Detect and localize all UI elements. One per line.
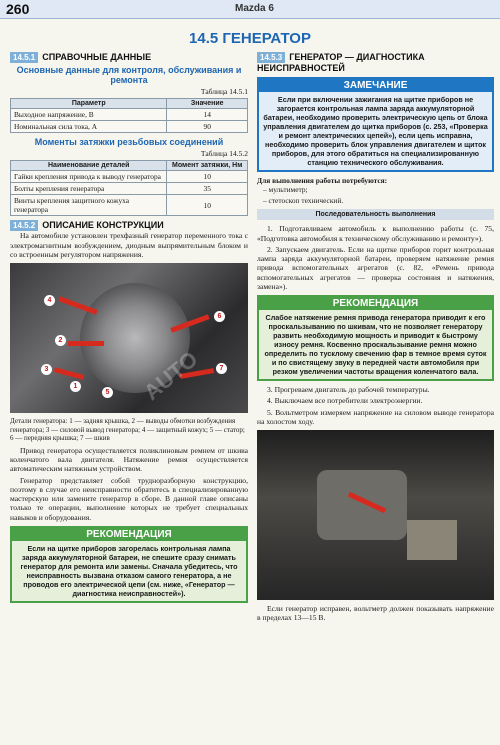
callout-arrow	[68, 341, 104, 346]
table-row	[11, 121, 248, 133]
table-cell: 10	[167, 195, 248, 216]
page-header	[0, 0, 500, 19]
figure-caption: Детали генератора: 1 — задняя крышка, 2 — выводы обмотки возбуждения генератора; 3 — силовой вывод генератора; 4 — защитный кожух; 5 — статор; 6 — передняя крышка; 7 — шкив	[10, 417, 245, 443]
subheading: Основные данные для контроля, обслуживания и ремонта	[16, 65, 242, 85]
callout-5-icon: 5	[102, 387, 113, 398]
note-title: ЗАМЕЧАНИЕ	[259, 79, 492, 92]
section-heading-3	[257, 52, 494, 73]
table-row	[11, 109, 248, 121]
section-heading-1	[10, 52, 248, 63]
callout-3-icon: 3	[41, 364, 52, 375]
requirement-item: – стетоскоп технический.	[263, 196, 344, 206]
table-row	[11, 171, 248, 183]
callout-6-icon: 6	[214, 311, 225, 322]
table-header: Момент затяжки, Нм	[167, 161, 248, 171]
recommendation-box	[257, 295, 494, 381]
section-number: 14.5.3	[257, 52, 285, 63]
table-caption: Таблица 14.5.2	[200, 149, 248, 159]
section-title: ОПИСАНИЕ КОНСТРУКЦИИ	[42, 220, 164, 231]
section-title: СПРАВОЧНЫЕ ДАННЫЕ	[42, 52, 152, 62]
subheading: Моменты затяжки резьбовых соединений	[34, 137, 224, 148]
callout-arrow	[54, 367, 84, 380]
conclusion: Если генератор исправен, вольтметр должен показывать напряжение в пределах 13—15 В.	[257, 604, 494, 623]
section-number: 14.5.1	[10, 52, 38, 63]
right-column	[257, 52, 494, 625]
callout-2-icon: 2	[55, 335, 66, 346]
table-cell: 14	[167, 109, 248, 121]
note-box	[257, 77, 494, 172]
step: 1. Подготавливаем автомобиль к выполнению работы (с. 75, «Подготовка автомобиля к техническому обслуживанию и ремонту»).	[257, 224, 494, 243]
table-header: Параметр	[11, 99, 167, 109]
watermark-logo: AUTO	[138, 346, 203, 406]
section-number: 14.5.2	[10, 220, 38, 231]
chapter-title: 14.5 ГЕНЕРАТОР	[189, 30, 311, 47]
recommendation-text: Если на щитке приборов загорелась контрольная лампа заряда аккумуляторной батареи, не спешите сразу снимать генератор для ремонта или замены. Сначала убедитесь, что неисправность вызвана отказом самого генератора, а не проводов его электрической цепи (см. ниже, «Генератор — диагностика неисправностей»).	[20, 543, 238, 598]
generator-photo	[10, 263, 248, 413]
table-row	[11, 195, 248, 216]
step: 3. Прогреваем двигатель до рабочей температуры.	[267, 385, 430, 395]
table-cell: Болты крепления генератора	[11, 183, 167, 195]
callout-4-icon: 4	[44, 295, 55, 306]
engine-bay-photo	[257, 430, 494, 600]
requirement-item: – мультиметр;	[263, 185, 308, 195]
table-caption: Таблица 14.5.1	[200, 87, 248, 96]
data-table-1	[10, 98, 248, 133]
page-number: 260	[6, 1, 30, 17]
section-heading-2	[10, 220, 248, 231]
paragraph: На автомобиле установлен трехфазный генератор переменного тока с электромагнитным возбуждением, диодным выпрямительным блоком и со встроенным регулятором напряжения.	[10, 231, 248, 259]
recommendation-title: РЕКОМЕНДАЦИЯ	[12, 528, 246, 541]
step: 5. Вольтметром измеряем напряжение на силовом выводе генератора на холостом ходу.	[257, 407, 494, 426]
recommendation-title: РЕКОМЕНДАЦИЯ	[259, 297, 492, 310]
table-row	[11, 183, 248, 195]
section-title: ГЕНЕРАТОР — ДИАГНОСТИКА НЕИСПРАВНОСТЕЙ	[257, 52, 425, 73]
step: 2. Запускаем двигатель. Если на щитке приборов горит контрольная лампа заряда аккумуляторной батареи, проверяем натяжение ремня привода вспомогательных агрегатов (с. 82, «Ремень привода вспомогательных агрегатов — проверка состояния и натяжения, замена»).	[257, 244, 494, 291]
table-cell: 10	[167, 171, 248, 183]
table-header: Значение	[167, 99, 248, 109]
table-cell: 35	[167, 183, 248, 195]
left-column	[10, 52, 248, 607]
engine-part-image	[317, 470, 407, 540]
table-cell: Гайки крепления привода к выводу генератора	[11, 171, 167, 183]
callout-7-icon: 7	[216, 363, 227, 374]
note-text: Если при включении зажигания на щитке приборов не загорается контрольная лампа заряда аккумуляторной батареи, необходимо проверить электрическую цепь от блока управления двигателем до щитка приборов (с. 253, «Проверка и ремонт электрических цепей»), если цепь исправна, необходимо проверить блок управления двигателем и щиток приборов, для этого обратиться на специализированную станцию технического обслуживания.	[263, 95, 488, 168]
car-model: Mazda 6	[235, 3, 274, 14]
table-cell: Номинальная сила тока, А	[11, 121, 167, 133]
table-header: Наименование деталей	[11, 161, 167, 171]
requirements-label: Для выполнения работы потребуются:	[257, 176, 388, 186]
sequence-heading: Последовательность выполнения	[257, 209, 494, 220]
table-cell: 90	[167, 121, 248, 133]
table-cell: Винты крепления защитного кожуха генератора	[11, 195, 167, 216]
callout-1-icon: 1	[70, 381, 81, 392]
paragraph: Привод генератора осуществляется поликлиновым ремнем от шкива коленчатого вала двигателя. Натяжение ремня осуществляется автоматическим натяжным устройством.	[10, 445, 248, 474]
table-cell: Выходное напряжение, В	[11, 109, 167, 121]
data-table-2	[10, 160, 248, 216]
step: 4. Выключаем все потребители электроэнергии.	[267, 396, 423, 406]
engine-part-image	[407, 520, 457, 560]
recommendation-text: Слабое натяжение ремня привода генератора приводит к его проскальзыванию по шкивам, что не позволяет генератору развить необходимую мощность и приводит к быстрому износу ремня. Косвенно проскальзывание ремня можно определить по тусклому свечению фар в темное время суток и по свистящему звуку в передней части автомобиля при резком увеличении частоты вращения коленчатого вала.	[264, 313, 487, 377]
recommendation-box	[10, 526, 248, 603]
paragraph: Генератор представляет собой трудноразборную конструкцию, поэтому в случае его неисправности обратитесь в специализированную мастерскую или замените генератор в сборе. В данной главе описаны только те операции, выполнение которых не требует специальных навыков и оборудования.	[10, 475, 248, 522]
